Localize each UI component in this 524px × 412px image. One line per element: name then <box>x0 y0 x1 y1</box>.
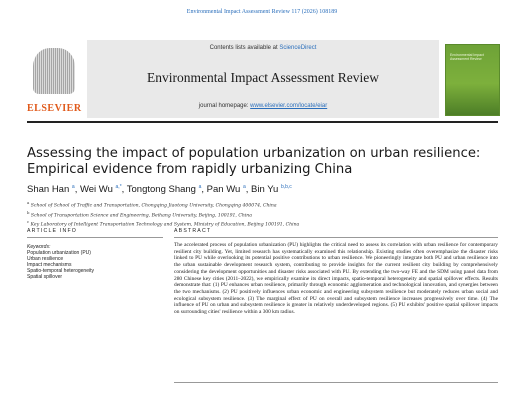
keyword-item: Population urbanization (PU) <box>27 250 91 256</box>
header-divider <box>27 121 498 123</box>
article-title <box>27 146 497 178</box>
affiliation-letter: c <box>27 219 30 225</box>
author-list: Shan Han $^a$, Wei Wu $^{a,*}$, Tongtong Shang $^a$, Pan Wu $^a$, Bin Yu $^{b,b,c}$ <box>27 184 292 196</box>
abstract-rule <box>174 237 498 238</box>
author-name[interactable]: Bin Yu <box>251 184 279 196</box>
contents-line <box>87 45 439 51</box>
author-affiliation-mark[interactable]: a,* <box>115 184 122 190</box>
affiliation-text: Key Laboratory of Intelligent Transportation Technology and System, Ministry of Education, Beijing 100191, China <box>30 222 300 228</box>
homepage-line <box>87 103 439 109</box>
author-affiliation-mark[interactable]: a <box>71 184 75 190</box>
affiliation-list <box>27 200 299 229</box>
author-name[interactable]: Tongtong Shang <box>126 184 196 196</box>
cover-title: Environmental Impact Assessment Review <box>450 53 484 62</box>
affiliation-text: School of School of Traffic and Transportation, Chongqing Jiaotong University, Chongqing 400074, China <box>30 203 277 209</box>
journal-reference[interactable]: Environmental Impact Assessment Review 117 (2026) 108189 <box>186 9 338 15</box>
keywords-block <box>27 244 94 280</box>
affiliation-text: School of Transportation Science and Engineering, Beihang University, Beijing, 100191, China <box>30 213 252 219</box>
abstract-bottom-rule <box>174 382 498 383</box>
elsevier-tree-icon <box>33 48 75 94</box>
article-info-heading: ARTICLE INFO <box>27 228 78 234</box>
title-line-1: Assessing the impact of population urbanization on urban resilience: <box>27 146 481 161</box>
author-affiliation-mark[interactable]: a <box>198 184 202 190</box>
title-line-2: Empirical evidence from rapidly urbanizing China <box>27 162 353 177</box>
sciencedirect-link[interactable]: ScienceDirect <box>279 45 317 51</box>
author-name[interactable]: Shan Han <box>27 184 70 196</box>
abstract-text: The accelerated process of population urbanization (PU) highlights the critical need to assess its correlation with urban resilience for contemporary resilient city building. Yet, limited research has systematically examined this relationship. Existing studies often overemphasize the disaster risks linked to PU while overlooking its potential positive contributions to urban resilience. We pioneeringly integrate both PU and urban resilience into the urban sustainable development research system, contributing to provide insights for the current resilient city building by comprehensively considering the development opportunities and disaster risks associated with PU. By extending the two-way FE and the SDM using panel data from 280 Chinese key cities (2011–2022), we empirically examine its direct impacts, spatio-temporal heterogeneity and spatial spillover effects. Results demonstrate that: (1) PU enhances urban resilience, primarily through economic agglomeration and technological innovation, and synergies between the two mechanisms. (2) PU positively influences urban economic and engineering subsystem resilience but moderately reduces urban social and ecological subsystem resilience. (3) The marginal effect of PU on overall and subsystem resilience increases progressively over time. (4) The influence of PU on urban and subsystem resilience is greater in relatively underdeveloped regions. (5) PU exhibits' positive spatial spillover impacts on surrounding cities' resilience within a 300 km radius. <box>174 242 498 316</box>
author-name[interactable]: Pan Wu <box>206 184 241 196</box>
journal-banner <box>87 40 439 118</box>
publisher-name: ELSEVIER <box>27 103 82 114</box>
abstract-heading: ABSTRACT <box>174 228 212 234</box>
affiliation-item <box>27 200 299 210</box>
article-info-rule <box>27 237 163 238</box>
journal-cover-thumbnail[interactable] <box>445 44 500 116</box>
homepage-link[interactable]: www.elsevier.com/locate/eiar <box>250 103 328 109</box>
author-name[interactable]: Wei Wu <box>79 184 113 196</box>
keyword-item: Spatial spillover <box>27 274 63 280</box>
keyword-item: Impact mechanisms <box>27 262 72 268</box>
author-affiliation-mark[interactable]: a <box>242 184 246 190</box>
author-affiliation-mark[interactable]: b,b,c <box>280 184 292 190</box>
keywords-label: Keywords: <box>27 244 51 250</box>
affiliation-letter: b <box>27 209 30 215</box>
journal-header <box>27 40 498 118</box>
contents-prefix: Contents lists available at <box>209 45 280 51</box>
affiliation-item <box>27 210 299 220</box>
homepage-prefix: journal homepage: <box>198 103 251 109</box>
affiliation-letter: a <box>27 200 30 205</box>
journal-title: Environmental Impact Assessment Review <box>146 70 380 85</box>
publisher-logo[interactable] <box>27 44 81 114</box>
keyword-item: Urban resilience <box>27 256 64 262</box>
keyword-item: Spatio-temporal heterogeneity <box>27 268 94 274</box>
